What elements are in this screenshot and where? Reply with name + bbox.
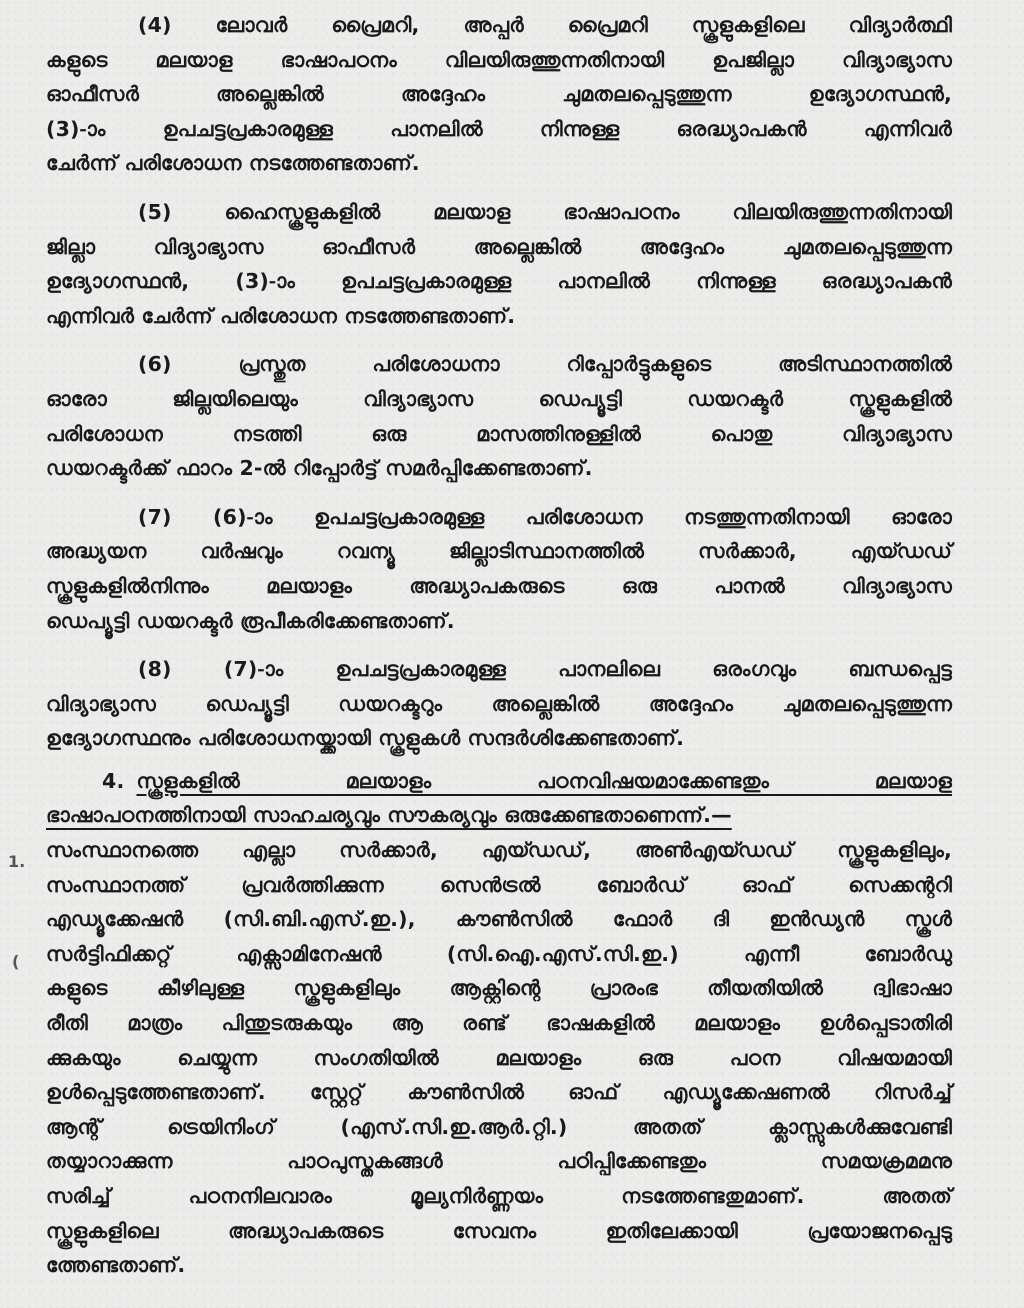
text-line: സ്കൂളുകളിലെ അദ്ധ്യാപകരുടെ സേവനം ഇതിലേക്കായി പ്രയോജനപ്പെടു bbox=[46, 1218, 952, 1243]
text-line: തയ്യാറാക്കുന്ന പാഠപുസ്തകങ്ങൾ പഠിപ്പിക്കേണ്ടതും സമയക്രമമനു bbox=[46, 1149, 952, 1174]
heading-text: സ്കൂളുകളിൽ മലയാളം പഠനവിഷയമാക്കേണ്ടതും മലയാള bbox=[136, 768, 952, 793]
sub-clause-6 bbox=[46, 347, 952, 485]
text-line: കളുടെ മലയാള ഭാഷാപഠനം വിലയിരുത്തുന്നതിനായി ഉപജില്ലാ വിദ്യാഭ്യാസ bbox=[46, 47, 952, 72]
sub-clause-4 bbox=[46, 8, 952, 181]
section-4-body bbox=[46, 833, 952, 1283]
text-line: ആന്റ് ട്രെയിനിംഗ് (എസ്.സി.ഇ.ആർ.റ്റി.) അതത് ക്ലാസ്സുകൾക്കുവേണ്ടി bbox=[46, 1114, 952, 1139]
text-line: (8) (7)-ാം ഉപചട്ടപ്രകാരമുള്ള പാനലിലെ ഒരംഗവും ബന്ധപ്പെട്ട bbox=[138, 657, 952, 682]
document-page bbox=[46, 8, 952, 1283]
text-line: സർട്ടിഫിക്കറ്റ് എക്സാമിനേഷൻ (സി.ഐ.എസ്.സി.ഇ.) എന്നീ ബോർഡു bbox=[46, 941, 952, 966]
text-line: ത്തേണ്ടതാണ്. bbox=[46, 1253, 186, 1278]
text-line: ഉദ്യോഗസ്ഥനും പരിശോധനയ്ക്കായി സ്കൂളുകൾ സന്ദർശിക്കേണ്ടതാണ്. bbox=[46, 726, 685, 751]
text-line: (4) ലോവർ പ്രൈമറി, അപ്പർ പ്രൈമറി സ്കൂളുകളിലെ വിദ്യാർത്ഥി bbox=[138, 13, 952, 37]
text-line: വിദ്യാഭ്യാസ ഡെപ്യൂട്ടി ഡയറക്ടറും അല്ലെങ്കിൽ അദ്ദേഹം ചുമതലപ്പെടുത്തുന്ന bbox=[46, 691, 952, 716]
text-line: സംസ്ഥാനത്തെ എല്ലാ സർക്കാർ, എയ്ഡഡ്, അൺഎയ്ഡഡ് സ്കൂളുകളിലും, bbox=[46, 838, 952, 863]
text-line: എന്നിവർ ചേർന്ന് പരിശോധന നടത്തേണ്ടതാണ്. bbox=[46, 303, 516, 328]
sub-clause-7 bbox=[46, 500, 952, 638]
section-4-heading bbox=[46, 764, 952, 833]
text-line: പരിശോധന നടത്തി ഒരു മാസത്തിനുള്ളിൽ പൊതു വിദ്യാഭ്യാസ bbox=[46, 421, 952, 446]
text-line: ചേർന്ന് പരിശോധന നടത്തേണ്ടതാണ്. bbox=[46, 151, 420, 176]
text-line: അദ്ധ്യയന വർഷവും റവന്യൂ ജില്ലാടിസ്ഥാനത്തിൽ സർക്കാർ, എയ്ഡഡ് bbox=[46, 539, 952, 564]
text-line: ഉൾപ്പെടുത്തേണ്ടതാണ്. സ്റ്റേറ്റ് കൗൺസിൽ ഓഫ് എഡ്യൂക്കേഷണൽ റിസർച്ച് bbox=[46, 1080, 952, 1105]
section-number: 4. bbox=[102, 768, 125, 793]
text-line: ഡയറക്ടർക്ക് ഫാറം 2-ൽ റിപ്പോർട്ട് സമർപ്പിക്കേണ്ടതാണ്. bbox=[46, 456, 593, 481]
text-line: ഓഫീസർ അല്ലെങ്കിൽ അദ്ദേഹം ചുമതലപ്പെടുത്തുന്ന ഉദ്യോഗസ്ഥൻ, bbox=[46, 82, 952, 107]
text-line: ജില്ലാ വിദ്യാഭ്യാസ ഓഫീസർ അല്ലെങ്കിൽ അദ്ദേഹം ചുമതലപ്പെടുത്തുന്ന bbox=[46, 234, 953, 259]
text-line: രീതി മാത്രം പിന്തുടരുകയും ആ രണ്ട് ഭാഷകളിൽ മലയാളം ഉൾപ്പെടാതിരി bbox=[46, 1011, 952, 1036]
text-line: ഓരോ ജില്ലയിലെയും വിദ്യാഭ്യാസ ഡെപ്യൂട്ടി ഡയറക്ടർ സ്കൂളുകളിൽ bbox=[46, 386, 952, 411]
text-line: ഡെപ്യൂട്ടി ഡയറക്ടർ രൂപീകരിക്കേണ്ടതാണ്. bbox=[46, 608, 455, 633]
text-line: എഡ്യൂക്കേഷൻ (സി.ബി.എസ്.ഇ.), കൗൺസിൽ ഫോർ ദി ഇൻഡ്യൻ സ്കൂൾ bbox=[46, 907, 952, 932]
text-line: കളുടെ കീഴിലുള്ള സ്കൂളുകളിലും ആക്റ്റിന്റെ പ്രാരംഭ തീയതിയിൽ ദ്വിഭാഷാ bbox=[46, 976, 952, 1001]
text-line: (5) ഹൈസ്കൂളുകളിൽ മലയാള ഭാഷാപഠനം വിലയിരുത്തുന്നതിനായി bbox=[138, 199, 952, 224]
text-line: സംസ്ഥാനത്ത് പ്രവർത്തിക്കുന്ന സെൻട്രൽ ബോർഡ് ഓഫ് സെക്കന്ററി bbox=[46, 872, 952, 897]
heading-line: ഭാഷാപഠനത്തിനായി സാഹചര്യവും സൗകര്യവും ഒരുക്കേണ്ടതാണെന്ന്.— bbox=[46, 803, 732, 828]
text-line: (3)-ാം ഉപചട്ടപ്രകാരമുള്ള പാനലിൽ നിന്നുള്ള ഒരദ്ധ്യാപകൻ എന്നിവർ bbox=[46, 116, 952, 141]
margin-annotation: 1. bbox=[8, 852, 26, 871]
text-line: ക്കുകയും ചെയ്യുന്ന സംഗതിയിൽ മലയാളം ഒരു പഠന വിഷയമായി bbox=[46, 1045, 952, 1070]
margin-annotation: ( bbox=[12, 952, 20, 971]
heading-line bbox=[46, 764, 952, 799]
text-line: (7) (6)-ാം ഉപചട്ടപ്രകാരമുള്ള പരിശോധന നടത്തുന്നതിനായി ഓരോ bbox=[138, 504, 952, 529]
text-line: സ്കൂളുകളിൽനിന്നും മലയാളം അദ്ധ്യാപകരുടെ ഒരു പാനൽ വിദ്യാഭ്യാസ bbox=[46, 573, 952, 598]
text-line: (6) പ്രസ്തുത പരിശോധനാ റിപ്പോർട്ടുകളുടെ അടിസ്ഥാനത്തിൽ bbox=[138, 352, 952, 377]
sub-clause-5 bbox=[46, 195, 952, 333]
text-line: ഉദ്യോഗസ്ഥൻ, (3)-ാം ഉപചട്ടപ്രകാരമുള്ള പാനലിൽ നിന്നുള്ള ഒരദ്ധ്യാപകൻ bbox=[46, 269, 952, 294]
text-line: സരിച്ച് പഠനനിലവാരം മൂല്യനിർണ്ണയം നടത്തേണ്ടതുമാണ്. അതത് bbox=[46, 1184, 952, 1208]
sub-clause-8 bbox=[46, 652, 952, 756]
